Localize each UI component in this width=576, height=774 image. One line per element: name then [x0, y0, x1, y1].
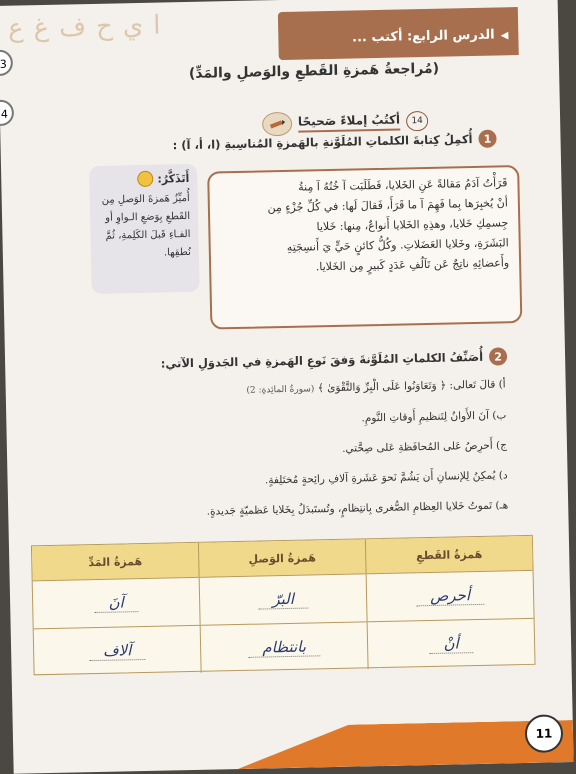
- passage-line: أنْ يُخبِرَها بِما فَهِمَ آ ما قَرَأَ، فَقالَ لَها: في كُلِّ جُزْءٍ مِن: [267, 196, 508, 215]
- passage-box: [207, 165, 522, 329]
- page-number: 11: [525, 714, 564, 753]
- pencil-icon: [262, 112, 292, 137]
- classification-table: [31, 535, 536, 675]
- handwritten-answer: أحرص: [416, 586, 484, 606]
- question-2-text: أُصَنِّفُ الكلماتِ المُلَوَّنةَ وَفقَ نَوعِ الهَمزةِ في الجَدوَلِ الآتي:: [160, 349, 484, 371]
- table-cell[interactable]: [199, 574, 367, 624]
- footer-band: [13, 720, 574, 774]
- handwritten-answer: آنَ: [94, 593, 138, 613]
- deco-letter: ح: [95, 11, 114, 42]
- question-1-text: أُكمِلُ كِتابةَ الكلماتِ المُلَوَّنةِ بالهَمزةِ المُناسِبةِ (ا، أ، آ) :: [172, 132, 473, 153]
- side-page-marker: 3: [0, 50, 13, 77]
- lesson-title: ◀الدرس الرابع: أكتب ...: [351, 27, 509, 46]
- handwritten-answer: آلاف: [89, 641, 146, 661]
- question-2: [161, 347, 508, 372]
- decorative-letters: [8, 2, 279, 50]
- side-page-marker: 4: [0, 100, 14, 127]
- deco-letter: ا: [152, 10, 161, 41]
- handwritten-answer: بانتظام: [248, 637, 320, 657]
- table-cell[interactable]: [33, 578, 200, 628]
- sentence-item: هـ) تَموتُ خَلايا العِظامِ الصُّغرى بِانتِظامٍ، وتُستَبدَلُ بِخَلايا عَظميّةٍ جَديدةٍ.: [206, 499, 509, 518]
- handwritten-answer: البرّ: [258, 590, 308, 610]
- sentence-item: ج) أَحرِصُ عَلى المُحافَظةِ عَلى صِحَّتي.: [342, 439, 508, 455]
- handwritten-answer: أنْ: [429, 634, 473, 654]
- reminder-title: أَتَذَكَّرُ:: [97, 170, 189, 188]
- deco-letter: ف: [58, 12, 87, 43]
- question-number-badge: 2: [489, 347, 507, 365]
- deco-letter: ع: [7, 13, 24, 44]
- passage-line: وأَعضائِهِ ناتِجٌ عَن تَآلُفِ عَدَدٍ كَبيرٍ مِن الخَلايا.: [315, 256, 510, 274]
- passage-line: البَشَرَةِ، وخَلايا العَضَلاتِ. وكُلُّ كائنٍ حَيٍّ يَ أَنسِجَتِهِ: [286, 236, 509, 254]
- deco-letter: غ: [33, 12, 50, 44]
- section-number-badge: 14: [406, 111, 428, 131]
- passage-line: قَرَأْتُ آدَمُ مَقالةً عَنِ الخَلايا، فَطَلَبَت آ خُتُهُ آ مِنةُ: [298, 176, 508, 194]
- deco-letter: ي: [122, 10, 144, 42]
- question-number-badge: 1: [478, 130, 496, 148]
- sentence-item: أ) قالَ تَعالى: ﴿ وَتَعَاوَنُوا عَلَى الْبِرِّ وَالتَّقْوَىٰ ﴾ (سورةُ المائِدةِ: 2): [246, 378, 506, 396]
- lightbulb-icon: [137, 171, 153, 187]
- column-header: هَمزةُ القَطعِ: [365, 536, 533, 573]
- question-1: [173, 130, 497, 155]
- arrow-icon: ◀: [500, 30, 509, 42]
- sentence-item: ب) آنَ الأَوانُ لِتَنظيمِ أَوقاتِ النَّومِ.: [361, 409, 507, 425]
- table-cell[interactable]: [366, 571, 534, 621]
- section-title: أكتُبُ إملاءً صَحيحًا: [298, 113, 400, 133]
- sentence-reference: (سورةُ المائِدةِ: 2): [246, 384, 315, 396]
- reminder-text: أُميِّزُ هَمزةَ الوَصلِ مِن القَطعِ بِوَضعِ الـواوِ أو الفـاءِ قَبلَ الكَلِمةِ، ثُمَّ نُطقِها.: [101, 192, 191, 259]
- lesson-subtitle: (مُراجعةُ هَمزةِ القَطعِ والوَصلِ والمَدِّ): [188, 60, 440, 82]
- table-cell[interactable]: [367, 619, 535, 669]
- sentence-list: [66, 373, 509, 533]
- sentence-item: د) يُمكِنُ لِلإنسانِ أَن يَشُمَّ نَحوَ عَشَرةِ آلافِ رائِحةٍ مُختَلِفةٍ.: [264, 469, 508, 487]
- table-cell[interactable]: [200, 622, 368, 672]
- column-header: هَمزةُ المَدِّ: [88, 554, 143, 569]
- reminder-box: [89, 164, 200, 294]
- column-header: هَمزةُ الوَصلِ: [198, 539, 366, 576]
- table-cell[interactable]: [34, 626, 201, 676]
- passage-line: جِسمِكِ خَلايا، وهذِهِ الخَلايا أَنواعٌ، مِنها: خَلايا: [316, 216, 509, 234]
